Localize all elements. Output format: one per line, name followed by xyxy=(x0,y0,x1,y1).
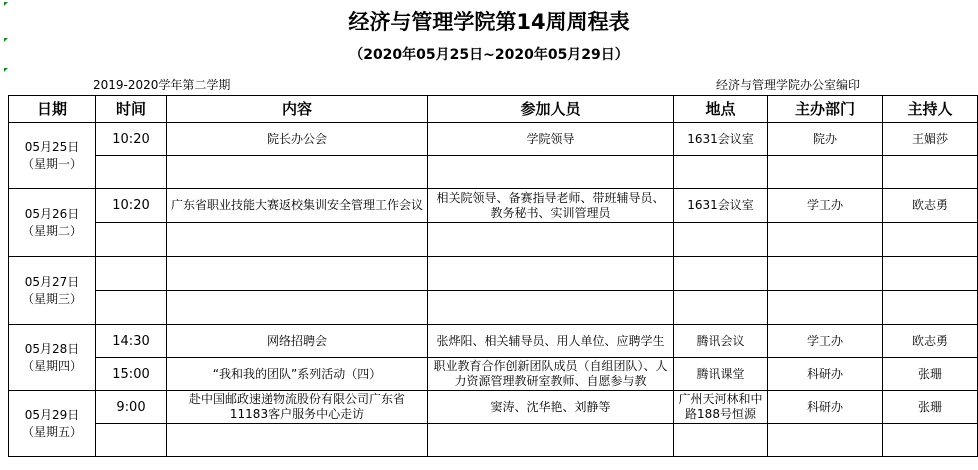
content-cell: 赴中国邮政速递物流股份有限公司广东省11183客户服务中心走访 xyxy=(167,391,428,424)
schedule-table xyxy=(8,95,978,457)
table-row xyxy=(9,291,978,325)
time-cell xyxy=(96,291,167,325)
date-range: （2020年05月25日~2020年05月29日） xyxy=(349,47,629,63)
time-cell xyxy=(96,223,167,257)
host-cell: 张珊 xyxy=(883,358,978,391)
date-cell xyxy=(9,123,96,189)
date-label: 05月25日 xyxy=(24,139,80,154)
host-dept-cell: 科研办 xyxy=(768,391,883,424)
location-cell: 1631会议室 xyxy=(674,189,768,223)
date-label: 05月27日 xyxy=(24,274,80,289)
participants-cell: 窦涛、沈华艳、刘静等 xyxy=(428,391,674,424)
location-cell: 1631会议室 xyxy=(674,123,768,156)
content-cell: 广东省职业技能大赛返校集训安全管理工作会议 xyxy=(167,189,428,223)
date-label: 05月28日 xyxy=(24,341,80,356)
time-cell xyxy=(96,257,167,291)
content-cell: 院长办公会 xyxy=(167,123,428,156)
host-dept-cell xyxy=(768,156,883,189)
table-row xyxy=(9,189,978,223)
date-cell xyxy=(9,189,96,257)
content-cell: 网络招聘会 xyxy=(167,325,428,358)
participants-cell: 相关院领导、备赛指导老师、带班辅导员、教务秘书、实训管理员 xyxy=(428,189,674,223)
date-cell xyxy=(9,257,96,325)
time-cell: 9:00 xyxy=(96,391,167,424)
table-row xyxy=(9,358,978,391)
host-cell xyxy=(883,156,978,189)
page-title: 经济与管理学院第14周周程表 xyxy=(348,10,630,34)
weekday-label: （星期一） xyxy=(21,156,82,171)
host-cell: 欧志勇 xyxy=(883,189,978,223)
weekday-label: （星期二） xyxy=(21,223,82,238)
host-dept-cell xyxy=(768,257,883,291)
host-cell xyxy=(883,424,978,457)
column-header-time: 时间 xyxy=(96,96,167,123)
location-cell: 广州天河林和中路188号恒源 xyxy=(674,391,768,424)
location-cell xyxy=(674,291,768,325)
time-cell xyxy=(96,156,167,189)
location-cell xyxy=(674,223,768,257)
participants-cell xyxy=(428,424,674,457)
column-header-date: 日期 xyxy=(9,96,96,123)
content-cell: “我和我的团队”系列活动（四） xyxy=(167,358,428,391)
time-cell: 15:00 xyxy=(96,358,167,391)
date-cell xyxy=(9,325,96,391)
table-row xyxy=(9,123,978,156)
host-dept-cell xyxy=(768,424,883,457)
participants-cell: 职业教育合作创新团队成员（自组团队）、人力资源管理教研室教师、自愿参与教 xyxy=(428,358,674,391)
column-header-location: 地点 xyxy=(674,96,768,123)
table-row xyxy=(9,223,978,257)
participants-cell xyxy=(428,291,674,325)
time-cell xyxy=(96,424,167,457)
column-header-participants: 参加人员 xyxy=(428,96,674,123)
content-cell xyxy=(167,291,428,325)
column-header-content: 内容 xyxy=(167,96,428,123)
date-label: 05月26日 xyxy=(24,206,80,221)
column-header-host-dept: 主办部门 xyxy=(768,96,883,123)
host-cell xyxy=(883,223,978,257)
content-cell xyxy=(167,223,428,257)
location-cell: 腾讯课堂 xyxy=(674,358,768,391)
host-dept-cell xyxy=(768,223,883,257)
host-dept-cell: 院办 xyxy=(768,123,883,156)
date-label: 05月29日 xyxy=(24,407,80,422)
table-header-row xyxy=(9,96,978,123)
location-cell xyxy=(674,424,768,457)
table-row xyxy=(9,325,978,358)
participants-cell xyxy=(428,156,674,189)
table-row xyxy=(9,391,978,424)
weekday-label: （星期三） xyxy=(21,291,82,306)
table-row xyxy=(9,424,978,457)
time-cell: 10:20 xyxy=(96,123,167,156)
content-cell xyxy=(167,424,428,457)
participants-cell: 张烨阳、相关辅导员、用人单位、应聘学生 xyxy=(428,325,674,358)
editor-label: 经济与管理学院办公室编印 xyxy=(716,78,861,92)
weekday-label: （星期五） xyxy=(21,424,82,439)
time-cell: 10:20 xyxy=(96,189,167,223)
host-dept-cell xyxy=(768,291,883,325)
host-cell: 张珊 xyxy=(883,391,978,424)
table-row xyxy=(9,257,978,291)
host-dept-cell: 科研办 xyxy=(768,358,883,391)
participants-cell xyxy=(428,223,674,257)
host-dept-cell: 学工办 xyxy=(768,189,883,223)
cell-marker xyxy=(4,38,8,42)
cell-marker xyxy=(4,68,8,72)
column-header-host: 主持人 xyxy=(883,96,978,123)
participants-cell: 学院领导 xyxy=(428,123,674,156)
content-cell xyxy=(167,257,428,291)
time-cell: 14:30 xyxy=(96,325,167,358)
table-row xyxy=(9,156,978,189)
host-cell xyxy=(883,257,978,291)
semester-label: 2019-2020学年第二学期 xyxy=(93,78,231,92)
host-dept-cell: 学工办 xyxy=(768,325,883,358)
host-cell: 欧志勇 xyxy=(883,325,978,358)
location-cell xyxy=(674,257,768,291)
content-cell xyxy=(167,156,428,189)
date-cell xyxy=(9,391,96,457)
participants-cell xyxy=(428,257,674,291)
location-cell xyxy=(674,156,768,189)
host-cell: 王媚莎 xyxy=(883,123,978,156)
weekday-label: （星期四） xyxy=(21,358,82,373)
host-cell xyxy=(883,291,978,325)
location-cell: 腾讯会议 xyxy=(674,325,768,358)
